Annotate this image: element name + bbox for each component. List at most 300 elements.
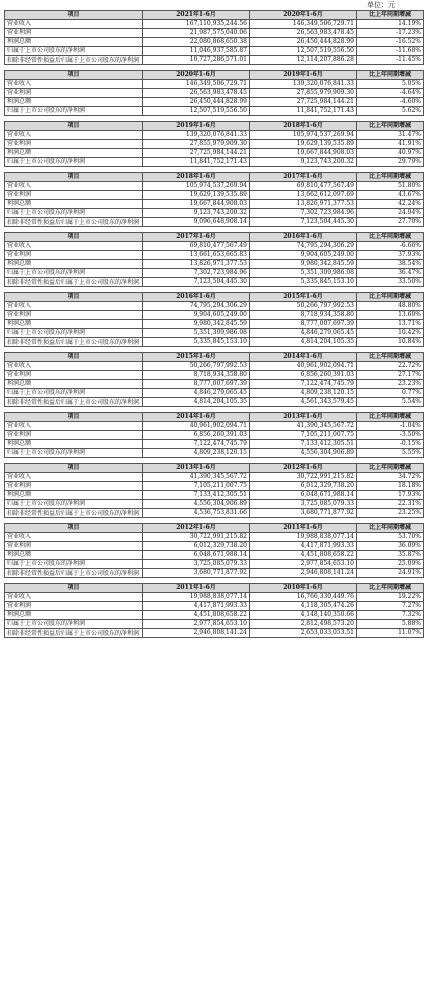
header-cell: 比上年同期增减 bbox=[357, 524, 424, 533]
value-cell: 146,349,506,729.71 bbox=[143, 80, 250, 89]
value-cell: 5.05% bbox=[357, 80, 424, 89]
table-row bbox=[5, 107, 424, 116]
header-cell: 2021年1-6月 bbox=[143, 11, 250, 20]
row-label-cell: 扣除非经常性损益后归属于上市公司股东的净利润 bbox=[5, 56, 143, 65]
value-cell: 2,653,033,053.51 bbox=[250, 629, 357, 638]
table-row bbox=[5, 302, 424, 311]
comparison-table bbox=[4, 412, 424, 458]
table-row bbox=[5, 98, 424, 107]
value-cell: 10.84% bbox=[357, 338, 424, 347]
row-label-cell: 利润总额 bbox=[5, 491, 143, 500]
table-row bbox=[5, 422, 424, 431]
value-cell: 13,662,612,097.69 bbox=[250, 191, 357, 200]
table-row bbox=[5, 542, 424, 551]
unit-label: 单位：元 bbox=[367, 1, 395, 9]
value-cell: 24.94% bbox=[357, 209, 424, 218]
value-cell: 146,349,506,729.71 bbox=[250, 20, 357, 29]
value-cell: 37.93% bbox=[357, 251, 424, 260]
table-row bbox=[5, 500, 424, 509]
header-cell: 2014年1-6月 bbox=[143, 413, 250, 422]
value-cell: 105,974,537,269.94 bbox=[143, 182, 250, 191]
value-cell: 6,048,671,988.14 bbox=[143, 551, 250, 560]
value-cell: 5.54% bbox=[357, 398, 424, 407]
value-cell: 19,988,838,077.14 bbox=[143, 593, 250, 602]
value-cell: 5,335,845,153.10 bbox=[250, 278, 357, 287]
header-cell: 2018年1-6月 bbox=[250, 122, 357, 131]
value-cell: 3,725,085,079.33 bbox=[143, 560, 250, 569]
value-cell: 34.72% bbox=[357, 473, 424, 482]
header-cell: 项目 bbox=[5, 11, 143, 20]
value-cell: 4,814,204,105.35 bbox=[143, 398, 250, 407]
value-cell: -11.45% bbox=[357, 56, 424, 65]
header-cell: 比上年同期增减 bbox=[357, 584, 424, 593]
value-cell: 41,390,345,567.72 bbox=[250, 422, 357, 431]
value-cell: 22.31% bbox=[357, 500, 424, 509]
value-cell: 6,856,260,391.03 bbox=[250, 371, 357, 380]
value-cell: 5,351,309,986.08 bbox=[250, 269, 357, 278]
row-label-cell: 归属于上市公司股东的净利润 bbox=[5, 500, 143, 509]
table-row bbox=[5, 251, 424, 260]
value-cell: 7,105,211,007.75 bbox=[250, 431, 357, 440]
table-row bbox=[5, 311, 424, 320]
value-cell: 5.62% bbox=[357, 107, 424, 116]
comparison-table bbox=[4, 10, 424, 65]
comparison-table bbox=[4, 523, 424, 578]
header-cell: 项目 bbox=[5, 233, 143, 242]
value-cell: -3.50% bbox=[357, 431, 424, 440]
row-label-cell: 归属于上市公司股东的净利润 bbox=[5, 449, 143, 458]
value-cell: 167,110,935,244.56 bbox=[143, 20, 250, 29]
row-label-cell: 营业利润 bbox=[5, 482, 143, 491]
value-cell: 36.47% bbox=[357, 269, 424, 278]
value-cell: 27,725,984,144.21 bbox=[143, 149, 250, 158]
row-label-cell: 利润总额 bbox=[5, 38, 143, 47]
value-cell: 19.22% bbox=[357, 593, 424, 602]
value-cell: 7,105,211,007.75 bbox=[143, 482, 250, 491]
comparison-table bbox=[4, 232, 424, 287]
value-cell: -1.04% bbox=[357, 422, 424, 431]
row-label-cell: 营业收入 bbox=[5, 533, 143, 542]
header-cell: 2020年1-6月 bbox=[143, 71, 250, 80]
header-cell: 比上年同期增减 bbox=[357, 173, 424, 182]
value-cell: 12,114,207,886.28 bbox=[250, 56, 357, 65]
header-cell: 2020年1-6月 bbox=[250, 11, 357, 20]
table-header-row bbox=[5, 464, 424, 473]
table-row bbox=[5, 569, 424, 578]
row-label-cell: 扣除非经常性损益后归属于上市公司股东的净利润 bbox=[5, 398, 143, 407]
table-header-row bbox=[5, 11, 424, 20]
row-label-cell: 营业收入 bbox=[5, 302, 143, 311]
row-label-cell: 利润总额 bbox=[5, 98, 143, 107]
row-label-cell: 扣除非经常性损益后归属于上市公司股东的净利润 bbox=[5, 338, 143, 347]
header-cell: 项目 bbox=[5, 293, 143, 302]
header-cell: 2017年1-6月 bbox=[250, 173, 357, 182]
value-cell: 5.55% bbox=[357, 449, 424, 458]
value-cell: 4,561,343,579.45 bbox=[250, 398, 357, 407]
value-cell: 3,680,771,877.92 bbox=[250, 509, 357, 518]
value-cell: 13,826,971,377.53 bbox=[250, 200, 357, 209]
value-cell: 7,302,723,984.96 bbox=[143, 269, 250, 278]
value-cell: 7,133,412,305.51 bbox=[250, 440, 357, 449]
table-row bbox=[5, 149, 424, 158]
table-row bbox=[5, 218, 424, 227]
value-cell: 10.42% bbox=[357, 329, 424, 338]
row-label-cell: 归属于上市公司股东的净利润 bbox=[5, 620, 143, 629]
table-row bbox=[5, 593, 424, 602]
table-row bbox=[5, 431, 424, 440]
table-row bbox=[5, 38, 424, 47]
row-label-cell: 归属于上市公司股东的净利润 bbox=[5, 209, 143, 218]
header-cell: 项目 bbox=[5, 464, 143, 473]
header-cell: 比上年同期增减 bbox=[357, 293, 424, 302]
row-label-cell: 营业收入 bbox=[5, 242, 143, 251]
header-cell: 2010年1-6月 bbox=[250, 584, 357, 593]
row-label-cell: 营业收入 bbox=[5, 593, 143, 602]
comparison-table bbox=[4, 121, 424, 167]
table-row bbox=[5, 29, 424, 38]
value-cell: 5.88% bbox=[357, 620, 424, 629]
row-label-cell: 营业利润 bbox=[5, 602, 143, 611]
value-cell: 27,725,984,144.21 bbox=[250, 98, 357, 107]
value-cell: 21,987,575,040.06 bbox=[143, 29, 250, 38]
row-label-cell: 扣除非经常性损益后归属于上市公司股东的净利润 bbox=[5, 218, 143, 227]
value-cell: 11.07% bbox=[357, 629, 424, 638]
row-label-cell: 营业利润 bbox=[5, 431, 143, 440]
value-cell: 7,123,504,445.30 bbox=[143, 278, 250, 287]
table-row bbox=[5, 80, 424, 89]
value-cell: 4,846,279,065.45 bbox=[250, 329, 357, 338]
value-cell: 48.80% bbox=[357, 302, 424, 311]
header-cell: 项目 bbox=[5, 413, 143, 422]
table-row bbox=[5, 191, 424, 200]
value-cell: 5,351,309,986.08 bbox=[143, 329, 250, 338]
value-cell: -0.15% bbox=[357, 440, 424, 449]
table-row bbox=[5, 47, 424, 56]
table-row bbox=[5, 278, 424, 287]
value-cell: 2,946,808,141.24 bbox=[143, 629, 250, 638]
value-cell: 4,118,305,474.26 bbox=[250, 602, 357, 611]
row-label-cell: 归属于上市公司股东的净利润 bbox=[5, 158, 143, 167]
header-cell: 2015年1-6月 bbox=[250, 293, 357, 302]
value-cell: 12,507,519,556.50 bbox=[250, 47, 357, 56]
table-header-row bbox=[5, 293, 424, 302]
row-label-cell: 扣除非经常性损益后归属于上市公司股东的净利润 bbox=[5, 278, 143, 287]
row-label-cell: 归属于上市公司股东的净利润 bbox=[5, 329, 143, 338]
value-cell: 9,980,342,845.59 bbox=[143, 320, 250, 329]
table-header-row bbox=[5, 122, 424, 131]
value-cell: 4,556,304,906.89 bbox=[250, 449, 357, 458]
table-row bbox=[5, 260, 424, 269]
value-cell: 10,727,286,571.01 bbox=[143, 56, 250, 65]
table-row bbox=[5, 56, 424, 65]
row-label-cell: 利润总额 bbox=[5, 149, 143, 158]
header-cell: 2011年1-6月 bbox=[250, 524, 357, 533]
value-cell: 8,777,007,697.39 bbox=[143, 380, 250, 389]
table-row bbox=[5, 269, 424, 278]
value-cell: -11.68% bbox=[357, 47, 424, 56]
row-label-cell: 营业收入 bbox=[5, 422, 143, 431]
header-cell: 2019年1-6月 bbox=[250, 71, 357, 80]
header-cell: 2013年1-6月 bbox=[250, 413, 357, 422]
value-cell: 13,661,653,665.83 bbox=[143, 251, 250, 260]
value-cell: 5,335,845,153.10 bbox=[143, 338, 250, 347]
header-cell: 2015年1-6月 bbox=[143, 353, 250, 362]
header-cell: 项目 bbox=[5, 584, 143, 593]
value-cell: 30,722,991,215.82 bbox=[143, 533, 250, 542]
table-row bbox=[5, 509, 424, 518]
comparison-table bbox=[4, 583, 424, 638]
value-cell: 17.93% bbox=[357, 491, 424, 500]
value-cell: 13,826,971,377.53 bbox=[143, 260, 250, 269]
value-cell: 4,451,808,658.22 bbox=[250, 551, 357, 560]
value-cell: 22.72% bbox=[357, 362, 424, 371]
row-label-cell: 扣除非经常性损益后归属于上市公司股东的净利润 bbox=[5, 569, 143, 578]
value-cell: 4,556,304,906.89 bbox=[143, 500, 250, 509]
value-cell: 11,841,752,171.43 bbox=[250, 107, 357, 116]
value-cell: 19,629,139,535.89 bbox=[250, 140, 357, 149]
table-row bbox=[5, 338, 424, 347]
row-label-cell: 归属于上市公司股东的净利润 bbox=[5, 560, 143, 569]
value-cell: 26,450,444,828.99 bbox=[250, 38, 357, 47]
row-label-cell: 利润总额 bbox=[5, 551, 143, 560]
header-cell: 项目 bbox=[5, 71, 143, 80]
table-row bbox=[5, 440, 424, 449]
header-cell: 比上年同期增减 bbox=[357, 71, 424, 80]
row-label-cell: 利润总额 bbox=[5, 320, 143, 329]
comparison-table bbox=[4, 70, 424, 116]
value-cell: 9,123,743,200.32 bbox=[143, 209, 250, 218]
value-cell: 35.87% bbox=[357, 551, 424, 560]
value-cell: 12,507,519,556.50 bbox=[143, 107, 250, 116]
value-cell: 33.50% bbox=[357, 278, 424, 287]
value-cell: 13.60% bbox=[357, 311, 424, 320]
value-cell: 41.91% bbox=[357, 140, 424, 149]
value-cell: 40.97% bbox=[357, 149, 424, 158]
header-cell: 比上年同期增减 bbox=[357, 353, 424, 362]
value-cell: -4.60% bbox=[357, 98, 424, 107]
value-cell: 50,266,797,992.53 bbox=[143, 362, 250, 371]
table-header-row bbox=[5, 584, 424, 593]
comparison-table bbox=[4, 292, 424, 347]
row-label-cell: 利润总额 bbox=[5, 611, 143, 620]
header-cell: 2019年1-6月 bbox=[143, 122, 250, 131]
row-label-cell: 扣除非经常性损益后归属于上市公司股东的净利润 bbox=[5, 629, 143, 638]
row-label-cell: 归属于上市公司股东的净利润 bbox=[5, 269, 143, 278]
value-cell: 30,722,991,215.82 bbox=[250, 473, 357, 482]
value-cell: 7,122,474,745.79 bbox=[143, 440, 250, 449]
value-cell: -6.66% bbox=[357, 242, 424, 251]
table-row bbox=[5, 560, 424, 569]
value-cell: 16,766,330,449.76 bbox=[250, 593, 357, 602]
value-cell: 7,133,412,305.51 bbox=[143, 491, 250, 500]
table-row bbox=[5, 320, 424, 329]
value-cell: 74,795,294,306.29 bbox=[143, 302, 250, 311]
value-cell: 27,855,979,909.30 bbox=[250, 89, 357, 98]
value-cell: 9,980,342,845.59 bbox=[250, 260, 357, 269]
header-cell: 2018年1-6月 bbox=[143, 173, 250, 182]
row-label-cell: 营业利润 bbox=[5, 29, 143, 38]
value-cell: 4,814,204,105.35 bbox=[250, 338, 357, 347]
value-cell: 22,080,868,650.38 bbox=[143, 38, 250, 47]
table-row bbox=[5, 482, 424, 491]
header-cell: 比上年同期增减 bbox=[357, 122, 424, 131]
header-cell: 2013年1-6月 bbox=[143, 464, 250, 473]
value-cell: 4,451,808,658.22 bbox=[143, 611, 250, 620]
value-cell: 50,266,797,992.53 bbox=[250, 302, 357, 311]
value-cell: 38.54% bbox=[357, 260, 424, 269]
value-cell: 9,123,743,200.32 bbox=[250, 158, 357, 167]
value-cell: 13.71% bbox=[357, 320, 424, 329]
value-cell: 27.17% bbox=[357, 371, 424, 380]
value-cell: 2,812,498,573.20 bbox=[250, 620, 357, 629]
value-cell: 6,856,260,391.03 bbox=[143, 431, 250, 440]
row-label-cell: 营业收入 bbox=[5, 131, 143, 140]
header-cell: 2016年1-6月 bbox=[143, 293, 250, 302]
value-cell: 19,667,844,908.03 bbox=[250, 149, 357, 158]
value-cell: 69,810,477,567.49 bbox=[250, 182, 357, 191]
header-cell: 项目 bbox=[5, 122, 143, 131]
table-header-row bbox=[5, 524, 424, 533]
value-cell: 2,977,854,653.10 bbox=[143, 620, 250, 629]
value-cell: 23.25% bbox=[357, 509, 424, 518]
financial-tables bbox=[0, 10, 427, 638]
comparison-table bbox=[4, 352, 424, 407]
value-cell: 9,904,605,249.00 bbox=[143, 311, 250, 320]
value-cell: 0.77% bbox=[357, 389, 424, 398]
value-cell: 4,417,871,993.33 bbox=[143, 602, 250, 611]
comparison-table bbox=[4, 463, 424, 518]
value-cell: 7,123,504,445.30 bbox=[250, 218, 357, 227]
table-row bbox=[5, 20, 424, 29]
header-cell: 比上年同期增减 bbox=[357, 11, 424, 20]
header-cell: 2017年1-6月 bbox=[143, 233, 250, 242]
row-label-cell: 营业利润 bbox=[5, 251, 143, 260]
value-cell: 6,012,329,738.20 bbox=[143, 542, 250, 551]
value-cell: 29.79% bbox=[357, 158, 424, 167]
table-row bbox=[5, 551, 424, 560]
value-cell: 139,320,076,841.33 bbox=[250, 80, 357, 89]
table-header-row bbox=[5, 71, 424, 80]
table-row bbox=[5, 533, 424, 542]
table-row bbox=[5, 473, 424, 482]
row-label-cell: 扣除非经常性损益后归属于上市公司股东的净利润 bbox=[5, 509, 143, 518]
header-cell: 项目 bbox=[5, 173, 143, 182]
value-cell: 4,148,140,350.66 bbox=[250, 611, 357, 620]
table-row bbox=[5, 611, 424, 620]
value-cell: 7,122,474,745.79 bbox=[250, 380, 357, 389]
value-cell: 69,810,477,567.49 bbox=[143, 242, 250, 251]
value-cell: 3,680,771,877.92 bbox=[143, 569, 250, 578]
table-row bbox=[5, 371, 424, 380]
value-cell: -4.64% bbox=[357, 89, 424, 98]
value-cell: 11,046,937,585.87 bbox=[143, 47, 250, 56]
value-cell: 40,961,902,094.71 bbox=[250, 362, 357, 371]
table-row bbox=[5, 89, 424, 98]
value-cell: 105,974,537,269.94 bbox=[250, 131, 357, 140]
row-label-cell: 利润总额 bbox=[5, 380, 143, 389]
value-cell: 26,563,983,478.45 bbox=[143, 89, 250, 98]
value-cell: 8,777,007,697.39 bbox=[250, 320, 357, 329]
value-cell: 23.23% bbox=[357, 380, 424, 389]
header-cell: 2016年1-6月 bbox=[250, 233, 357, 242]
row-label-cell: 利润总额 bbox=[5, 260, 143, 269]
value-cell: 27.70% bbox=[357, 218, 424, 227]
table-row bbox=[5, 158, 424, 167]
value-cell: 26,450,444,828.99 bbox=[143, 98, 250, 107]
value-cell: 7,302,723,984.96 bbox=[250, 209, 357, 218]
value-cell: 24.91% bbox=[357, 569, 424, 578]
value-cell: 6,012,329,738.20 bbox=[250, 482, 357, 491]
row-label-cell: 营业利润 bbox=[5, 191, 143, 200]
table-row bbox=[5, 380, 424, 389]
row-label-cell: 归属于上市公司股东的净利润 bbox=[5, 389, 143, 398]
value-cell: 18.18% bbox=[357, 482, 424, 491]
table-row bbox=[5, 131, 424, 140]
value-cell: 43.67% bbox=[357, 191, 424, 200]
value-cell: 74,795,294,306.29 bbox=[250, 242, 357, 251]
row-label-cell: 营业利润 bbox=[5, 542, 143, 551]
table-row bbox=[5, 200, 424, 209]
value-cell: 36.09% bbox=[357, 542, 424, 551]
header-cell: 2012年1-6月 bbox=[143, 524, 250, 533]
value-cell: 4,846,279,065.45 bbox=[143, 389, 250, 398]
value-cell: 4,809,238,120.15 bbox=[143, 449, 250, 458]
table-row bbox=[5, 602, 424, 611]
row-label-cell: 营业利润 bbox=[5, 371, 143, 380]
table-row bbox=[5, 449, 424, 458]
row-label-cell: 利润总额 bbox=[5, 200, 143, 209]
value-cell: 14.19% bbox=[357, 20, 424, 29]
value-cell: 9,096,648,908.14 bbox=[143, 218, 250, 227]
value-cell: 9,904,605,249.00 bbox=[250, 251, 357, 260]
table-header-row bbox=[5, 173, 424, 182]
row-label-cell: 归属于上市公司股东的净利润 bbox=[5, 107, 143, 116]
value-cell: 6,048,671,988.14 bbox=[250, 491, 357, 500]
header-cell: 项目 bbox=[5, 353, 143, 362]
value-cell: 3,725,085,079.33 bbox=[250, 500, 357, 509]
row-label-cell: 营业利润 bbox=[5, 140, 143, 149]
table-row bbox=[5, 491, 424, 500]
value-cell: 27,855,979,909.30 bbox=[143, 140, 250, 149]
table-header-row bbox=[5, 353, 424, 362]
value-cell: 7.32% bbox=[357, 611, 424, 620]
table-row bbox=[5, 329, 424, 338]
header-cell: 2012年1-6月 bbox=[250, 464, 357, 473]
row-label-cell: 营业收入 bbox=[5, 80, 143, 89]
table-row bbox=[5, 620, 424, 629]
value-cell: 2,946,808,141.24 bbox=[250, 569, 357, 578]
value-cell: 19,988,838,077.14 bbox=[250, 533, 357, 542]
header-cell: 项目 bbox=[5, 524, 143, 533]
value-cell: 42.24% bbox=[357, 200, 424, 209]
value-cell: 53.70% bbox=[357, 533, 424, 542]
value-cell: 7.27% bbox=[357, 602, 424, 611]
table-row bbox=[5, 362, 424, 371]
row-label-cell: 营业收入 bbox=[5, 20, 143, 29]
table-row bbox=[5, 398, 424, 407]
value-cell: 4,536,753,831.66 bbox=[143, 509, 250, 518]
value-cell: 139,320,076,841.33 bbox=[143, 131, 250, 140]
row-label-cell: 营业收入 bbox=[5, 362, 143, 371]
value-cell: 2,977,854,653.10 bbox=[250, 560, 357, 569]
value-cell: 11,841,752,171.43 bbox=[143, 158, 250, 167]
value-cell: 51.80% bbox=[357, 182, 424, 191]
value-cell: 31.47% bbox=[357, 131, 424, 140]
row-label-cell: 营业收入 bbox=[5, 473, 143, 482]
table-row bbox=[5, 209, 424, 218]
value-cell: 4,809,238,120.15 bbox=[250, 389, 357, 398]
value-cell: 41,390,345,567.72 bbox=[143, 473, 250, 482]
